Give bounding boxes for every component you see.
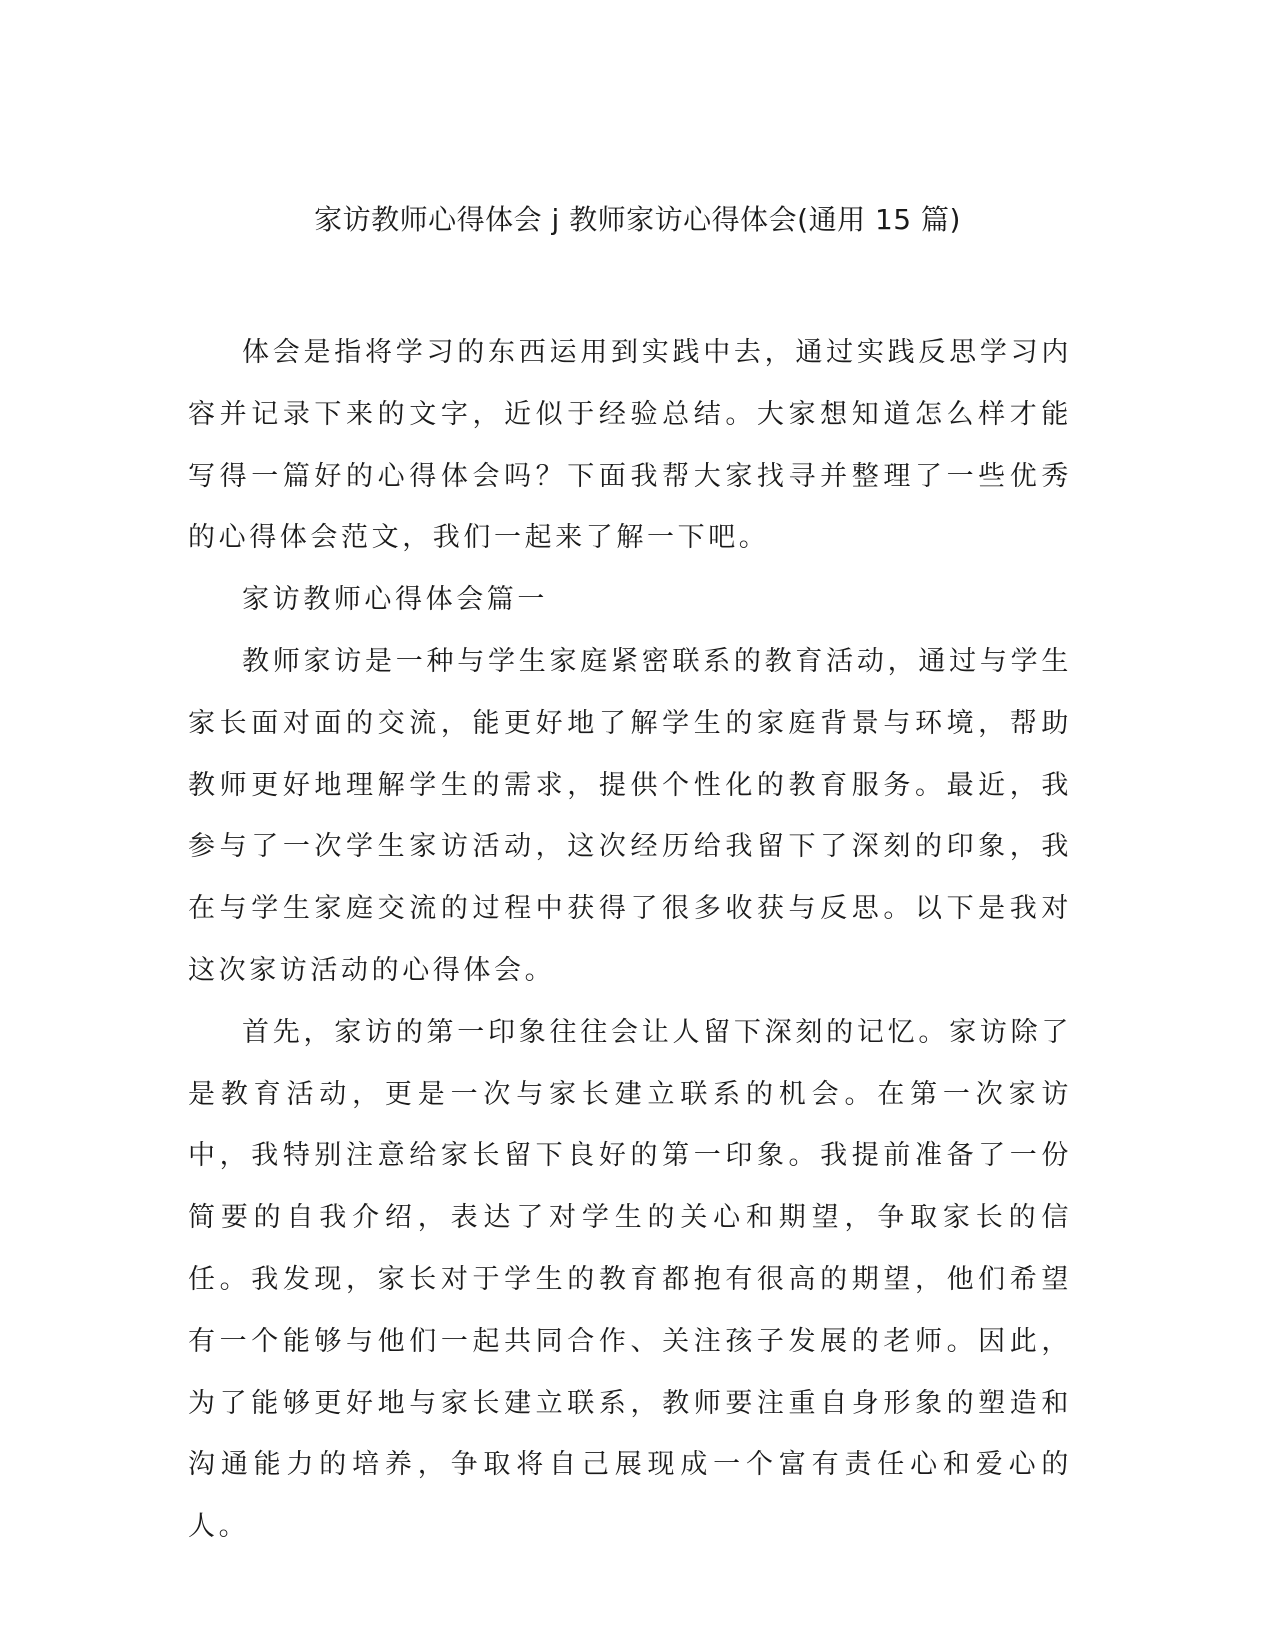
document-body — [188, 322, 1072, 1558]
intro-paragraph: 体会是指将学习的东西运用到实践中去，通过实践反思学习内容并记录下来的文字，近似于经验总结。大家想知道怎么样才能写得一篇好的心得体会吗？下面我帮大家找寻并整理了一些优秀的心得体会范文，我们一起来了解一下吧。 — [188, 337, 1072, 554]
body-paragraph-2: 首先，家访的第一印象往往会让人留下深刻的记忆。家访除了是教育活动，更是一次与家长建立联系的机会。在第一次家访中，我特别注意给家长留下良好的第一印象。我提前准备了一份简要的自我介绍，表达了对学生的关心和期望，争取家长的信任。我发现，家长对于学生的教育都抱有很高的期望，他们希望有一个能够与他们一起共同合作、关注孩子发展的老师。因此，为了能够更好地与家长建立联系，教师要注重自身形象的塑造和沟通能力的培养，争取将自己展现成一个富有责任心和爱心的人。 — [188, 1016, 1072, 1543]
section-heading: 家访教师心得体会篇一 — [242, 584, 548, 616]
document-title: 家访教师心得体会 j 教师家访心得体会(通用 15 篇) — [314, 203, 961, 236]
body-paragraph-1: 教师家访是一种与学生家庭紧密联系的教育活动，通过与学生家长面对面的交流，能更好地了解学生的家庭背景与环境，帮助教师更好地理解学生的需求，提供个性化的教育服务。最近，我参与了一次学生家访活动，这次经历给我留下了深刻的印象，我在与学生家庭交流的过程中获得了很多收获与反思。以下是我对这次家访活动的心得体会。 — [188, 645, 1072, 986]
